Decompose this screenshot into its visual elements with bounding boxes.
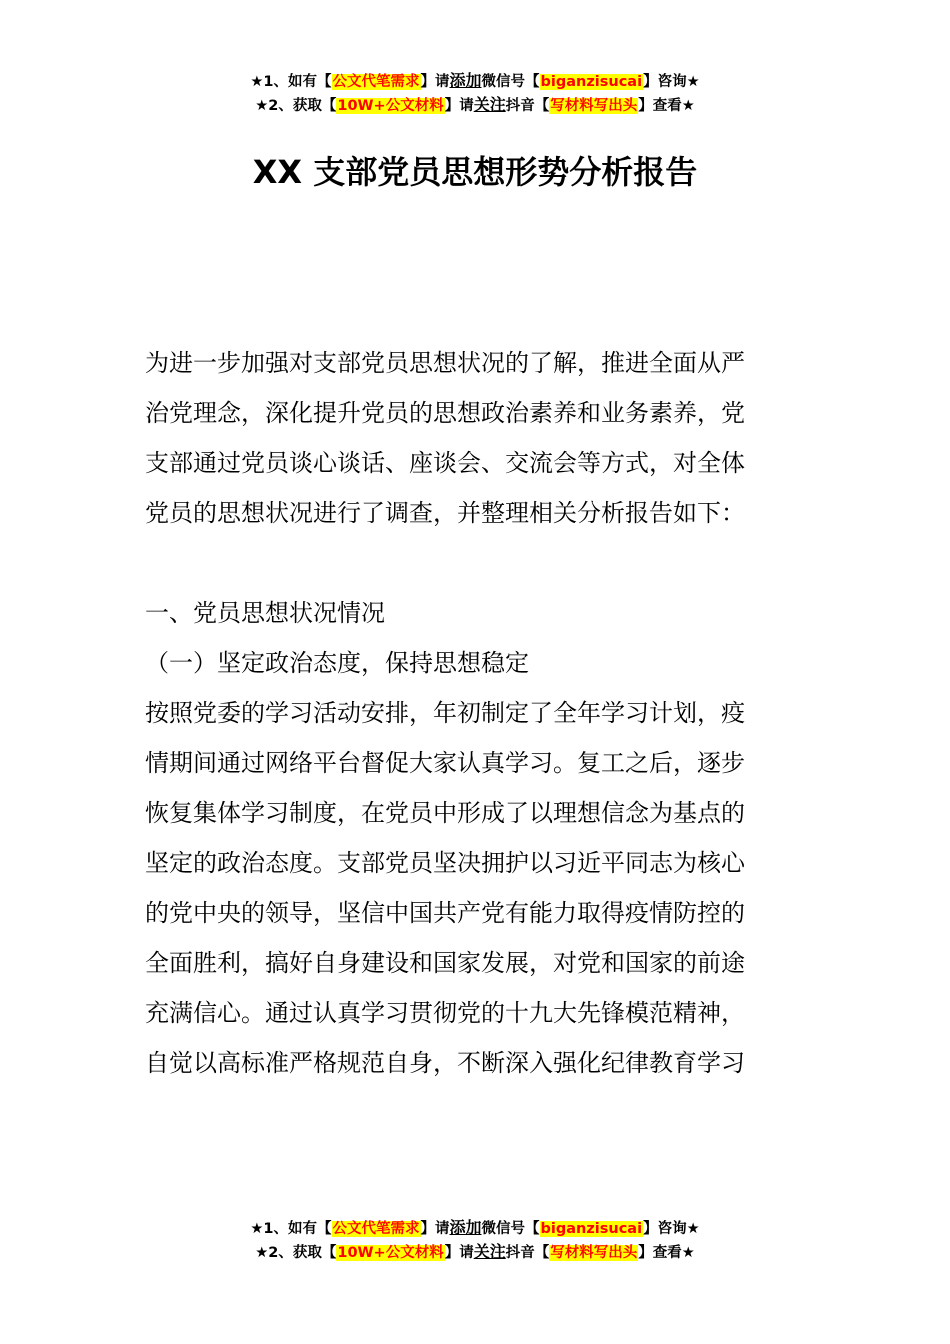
paragraph-line: 充满信心。通过认真学习贯彻党的十九大先锋模范精神， <box>145 999 745 1027</box>
paragraph-line: 全面胜利，搞好自身建设和国家发展，对党和国家的前途 <box>145 949 745 977</box>
banner-text: 】咨询★ <box>643 1221 700 1237</box>
banner-emphasis: 添加 <box>449 71 482 90</box>
banner-line-1 <box>0 69 950 93</box>
header-banner <box>0 69 950 117</box>
footer-banner <box>0 1216 950 1264</box>
banner-highlight: biganzisucai <box>540 74 643 90</box>
document-body <box>145 338 810 1088</box>
banner-highlight: 写材料写出头 <box>550 1245 638 1261</box>
banner-text: 抖音【 <box>505 98 550 114</box>
banner-text: 】请 <box>420 74 450 90</box>
paragraph-line: 情期间通过网络平台督促大家认真学习。复工之后，逐步 <box>145 749 745 777</box>
paragraph-line: 治党理念，深化提升党员的思想政治素养和业务素养，党 <box>145 399 745 427</box>
paragraph-line: 恢复集体学习制度，在党员中形成了以理想信念为基点的 <box>145 799 745 827</box>
banner-text: ★1、如有【 <box>250 74 332 90</box>
banner-text: 微信号【 <box>481 74 540 90</box>
paragraph-line: 自觉以高标准严格规范自身，不断深入强化纪律教育学习 <box>145 1049 745 1077</box>
paragraph-line: 支部通过党员谈心谈话、座谈会、交流会等方式，对全体 <box>145 449 745 477</box>
banner-emphasis: 关注 <box>473 95 506 114</box>
banner-emphasis: 添加 <box>449 1218 482 1237</box>
banner-text: 】请 <box>444 98 474 114</box>
banner-highlight: 公文代笔需求 <box>332 74 420 90</box>
body-paragraph <box>145 688 810 1088</box>
banner-line-2 <box>0 93 950 117</box>
paragraph-line: 坚定的政治态度。支部党员坚决拥护以习近平同志为核心 <box>145 849 745 877</box>
paragraph-line: 按照党委的学习活动安排，年初制定了全年学习计划，疫 <box>145 699 745 727</box>
banner-highlight: 10W+公文材料 <box>337 98 444 114</box>
section-heading: 一、党员思想状况情况 <box>145 599 385 627</box>
banner-text: ★1、如有【 <box>250 1221 332 1237</box>
paragraph-line: 为进一步加强对支部党员思想状况的了解，推进全面从严 <box>145 349 745 377</box>
banner-highlight: 写材料写出头 <box>550 98 638 114</box>
banner-text: ★2、获取【 <box>255 1245 337 1261</box>
banner-highlight: 10W+公文材料 <box>337 1245 444 1261</box>
banner-line-2 <box>0 1240 950 1264</box>
banner-emphasis: 关注 <box>473 1242 506 1261</box>
banner-text: 微信号【 <box>481 1221 540 1237</box>
banner-text: 】请 <box>420 1221 450 1237</box>
banner-text: 抖音【 <box>505 1245 550 1261</box>
banner-highlight: 公文代笔需求 <box>332 1221 420 1237</box>
banner-highlight: biganzisucai <box>540 1221 643 1237</box>
banner-text: 】咨询★ <box>643 74 700 90</box>
intro-paragraph <box>145 338 810 538</box>
banner-text: 】请 <box>444 1245 474 1261</box>
paragraph-line: 的党中央的领导，坚信中国共产党有能力取得疫情防控的 <box>145 899 745 927</box>
banner-text: 】查看★ <box>638 98 695 114</box>
paragraph-line: 党员的思想状况进行了调查，并整理相关分析报告如下： <box>145 499 745 527</box>
banner-text: ★2、获取【 <box>255 98 337 114</box>
banner-text: 】查看★ <box>638 1245 695 1261</box>
banner-line-1 <box>0 1216 950 1240</box>
document-title: XX 支部党员思想形势分析报告 <box>252 153 698 191</box>
subsection-heading: （一）坚定政治态度，保持思想稳定 <box>145 649 529 677</box>
